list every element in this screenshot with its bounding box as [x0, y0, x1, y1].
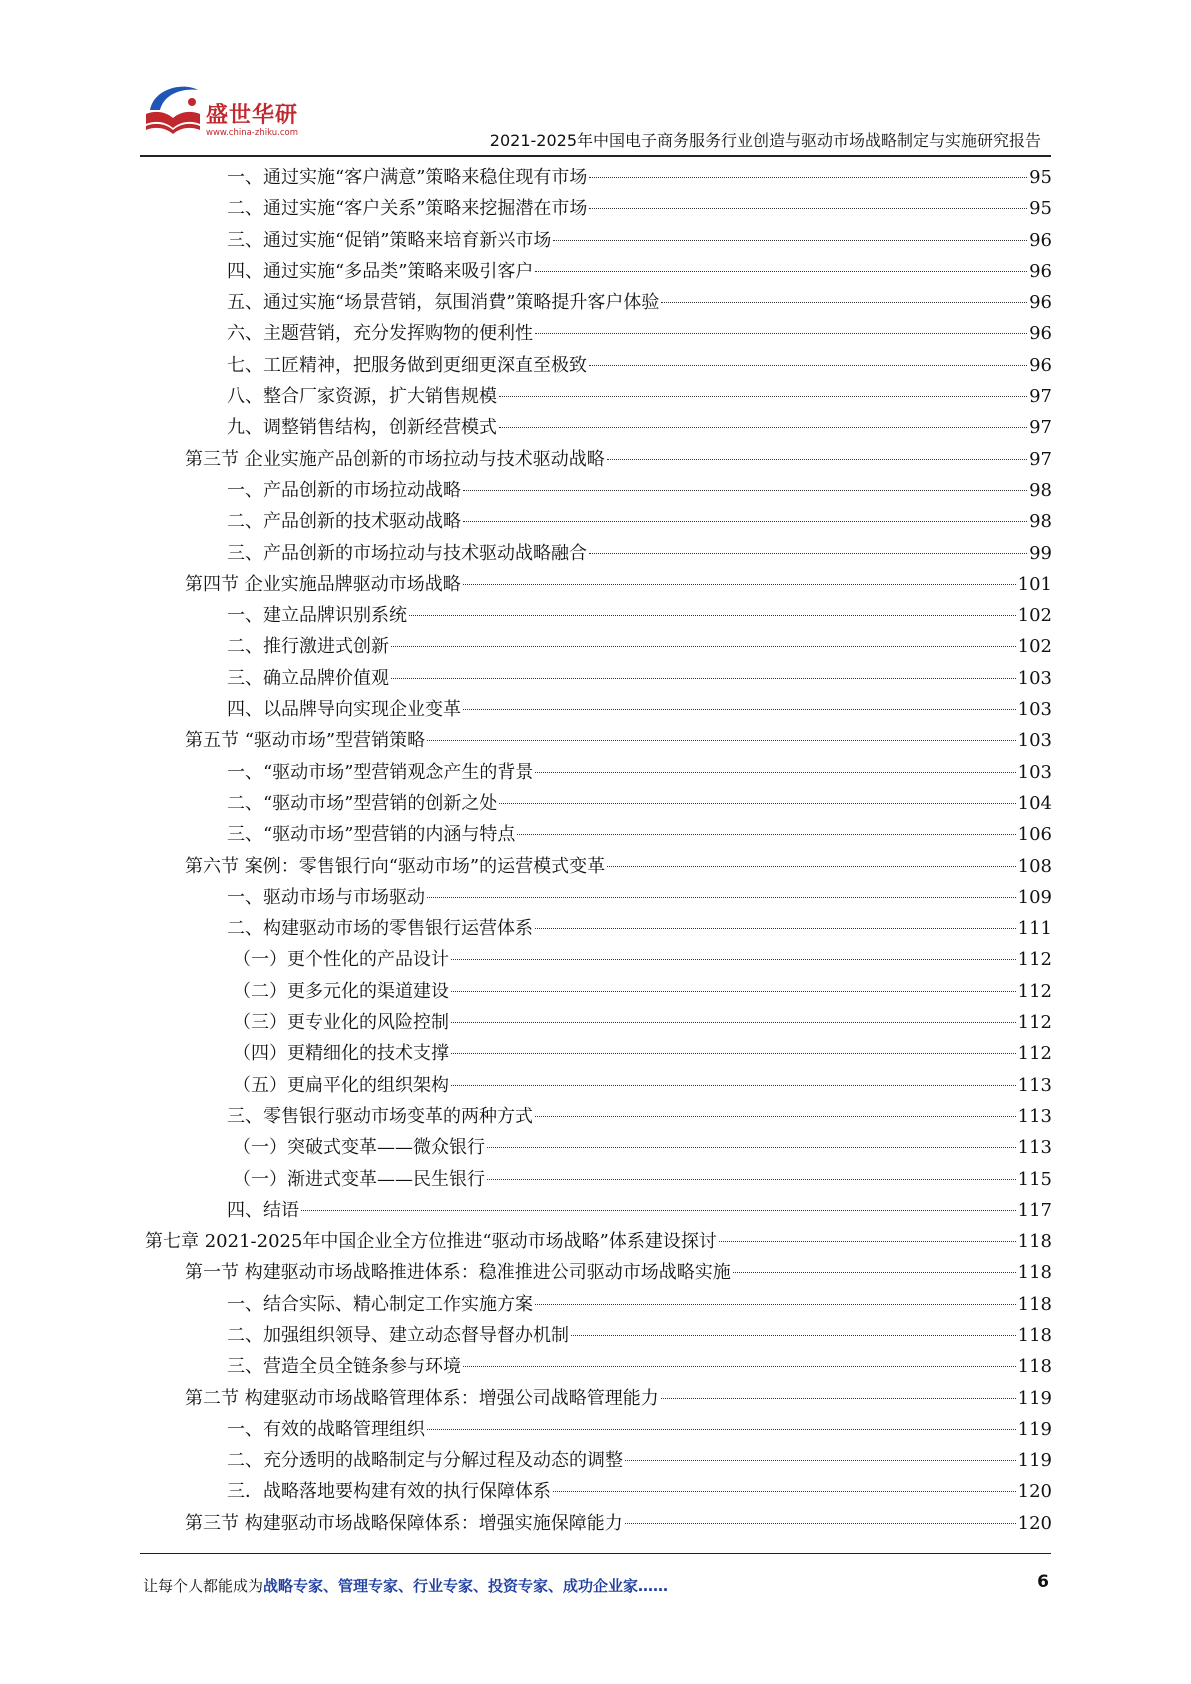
toc-dot-leader [589, 365, 1027, 366]
toc-dot-leader [463, 584, 1016, 585]
toc-entry-page: 98 [1029, 511, 1052, 533]
toc-entry[interactable] [145, 1289, 1052, 1320]
toc-entry-title: 二、“驱动市场”型营销的创新之处 [227, 792, 498, 814]
table-of-contents [145, 162, 1052, 1539]
toc-entry-title: （二）更多元化的渠道建设 [233, 980, 449, 1002]
logo-name: 盛世华研 [206, 103, 299, 128]
toc-entry-title: 第一节 构建驱动市场战略推进体系：稳准推进公司驱动市场战略实施 [185, 1262, 731, 1284]
toc-entry-page: 113 [1017, 1074, 1052, 1096]
toc-entry-title: 一、建立品牌识别系统 [227, 605, 407, 627]
toc-dot-leader [427, 897, 1016, 898]
toc-entry[interactable] [145, 1195, 1052, 1226]
toc-entry-page: 95 [1029, 198, 1052, 220]
toc-entry-title: 五、通过实施“场景营销，氛围消費”策略提升客户体验 [227, 292, 660, 314]
toc-entry[interactable] [145, 193, 1052, 224]
toc-entry-page: 96 [1029, 323, 1052, 345]
toc-entry-title: 三．战略落地要构建有效的执行保障体系 [227, 1481, 551, 1503]
footer-slogan-prefix: 让每个人都能成为 [143, 1577, 264, 1595]
toc-dot-leader [391, 646, 1016, 647]
toc-dot-leader [463, 709, 1016, 710]
toc-entry-title: 四、结语 [227, 1199, 299, 1221]
company-logo [140, 80, 320, 150]
toc-entry-page: 103 [1017, 761, 1052, 783]
toc-entry-page: 103 [1017, 699, 1052, 721]
toc-dot-leader [487, 1147, 1016, 1148]
toc-entry[interactable] [145, 162, 1052, 193]
toc-entry-title: 第三节 企业实施产品创新的市场拉动与技术驱动战略 [185, 448, 605, 470]
toc-dot-leader [451, 1085, 1016, 1086]
toc-entry-title: 第四节 企业实施品牌驱动市场战略 [185, 573, 461, 595]
toc-entry-page: 96 [1029, 354, 1052, 376]
toc-entry[interactable] [145, 1383, 1052, 1414]
toc-dot-leader [301, 1210, 1016, 1211]
toc-entry-page: 101 [1017, 573, 1052, 595]
toc-dot-leader [719, 1241, 1016, 1242]
toc-dot-leader [499, 803, 1015, 804]
toc-dot-leader [571, 1335, 1016, 1336]
toc-entry-title: 第六节 案例：零售银行向“驱动市场”的运营模式变革 [185, 855, 606, 877]
toc-entry[interactable] [145, 1132, 1052, 1163]
toc-dot-leader [535, 928, 1016, 929]
toc-dot-leader [499, 427, 1027, 428]
header-divider [140, 155, 1051, 157]
toc-dot-leader [535, 1304, 1016, 1305]
toc-entry-title: 一、通过实施“客户满意”策略来稳住现有市场 [227, 167, 588, 188]
toc-entry[interactable] [145, 1508, 1052, 1539]
toc-entry-page: 96 [1029, 292, 1052, 314]
toc-entry-title: 第五节 “驱动市场”型营销策略 [185, 730, 426, 752]
toc-dot-leader [625, 1523, 1016, 1524]
toc-entry-page: 113 [1017, 1105, 1052, 1127]
toc-entry[interactable] [145, 1414, 1052, 1445]
toc-entry-title: 二、通过实施“客户关系”策略来挖掘潜在市场 [227, 198, 588, 220]
toc-entry-title: 一、“驱动市场”型营销观念产生的背景 [227, 761, 534, 783]
toc-dot-leader [553, 1491, 1016, 1492]
toc-dot-leader [607, 459, 1027, 460]
toc-entry[interactable] [145, 788, 1052, 819]
toc-entry[interactable] [145, 1257, 1052, 1288]
toc-dot-leader [427, 1429, 1016, 1430]
toc-entry[interactable] [145, 694, 1052, 725]
toc-entry-page: 104 [1017, 792, 1052, 814]
toc-entry[interactable] [145, 569, 1052, 600]
toc-entry-page: 117 [1017, 1199, 1052, 1221]
toc-entry[interactable] [145, 1445, 1052, 1476]
toc-entry-title: 六、主题营销，充分发挥购物的便利性 [227, 323, 533, 345]
toc-entry-title: 四、以品牌导向实现企业变革 [227, 699, 461, 721]
toc-entry[interactable] [145, 412, 1052, 443]
toc-entry[interactable] [145, 444, 1052, 475]
toc-entry[interactable] [145, 944, 1052, 975]
toc-entry-page: 103 [1017, 667, 1052, 689]
toc-entry[interactable] [145, 1320, 1052, 1351]
toc-dot-leader [661, 302, 1027, 303]
footer-divider [140, 1553, 1051, 1554]
toc-dot-leader [451, 991, 1016, 992]
toc-entry-title: （一）渐进式变革——民生银行 [233, 1168, 485, 1190]
toc-entry-title: 三、通过实施“促销”策略来培育新兴市场 [227, 229, 552, 251]
toc-entry[interactable] [145, 600, 1052, 631]
toc-entry[interactable] [145, 1038, 1052, 1069]
toc-entry-title: 三、营造全员全链条参与环境 [227, 1356, 461, 1378]
toc-entry[interactable] [145, 1101, 1052, 1132]
toc-entry-title: 三、零售银行驱动市场变革的两种方式 [227, 1105, 533, 1127]
toc-entry-page: 95 [1029, 167, 1052, 188]
toc-dot-leader [553, 240, 1027, 241]
toc-entry-page: 97 [1029, 386, 1052, 408]
toc-entry-page: 97 [1029, 448, 1052, 470]
toc-dot-leader [391, 678, 1016, 679]
toc-dot-leader [451, 959, 1016, 960]
toc-entry-title: 二、充分透明的战略制定与分解过程及动态的调整 [227, 1450, 623, 1472]
toc-entry[interactable] [145, 663, 1052, 694]
toc-entry[interactable] [145, 882, 1052, 913]
toc-dot-leader [535, 271, 1027, 272]
toc-entry-title: 二、产品创新的技术驱动战略 [227, 511, 461, 533]
toc-entry-title: 二、加强组织领导、建立动态督导督办机制 [227, 1324, 569, 1346]
toc-entry-page: 120 [1017, 1481, 1052, 1503]
footer-slogan [143, 1575, 668, 1596]
toc-entry[interactable] [145, 1164, 1052, 1195]
toc-entry-title: 三、产品创新的市场拉动与技术驱动战略融合 [227, 542, 587, 564]
toc-entry[interactable] [145, 1007, 1052, 1038]
toc-dot-leader [517, 834, 1015, 835]
toc-entry-title: 二、推行激进式创新 [227, 636, 389, 658]
toc-entry[interactable] [145, 851, 1052, 882]
toc-entry-page: 118 [1017, 1262, 1052, 1284]
toc-entry-title: （五）更扁平化的组织架构 [233, 1074, 449, 1096]
toc-entry[interactable] [145, 287, 1052, 318]
toc-entry-page: 112 [1017, 949, 1052, 971]
toc-dot-leader [607, 866, 1016, 867]
toc-dot-leader [661, 1398, 1016, 1399]
toc-entry[interactable] [145, 1070, 1052, 1101]
toc-entry-page: 119 [1017, 1387, 1052, 1409]
toc-entry[interactable] [145, 725, 1052, 756]
toc-entry-title: （一）突破式变革——微众银行 [233, 1137, 485, 1159]
toc-dot-leader [451, 1022, 1016, 1023]
toc-entry[interactable] [145, 506, 1052, 537]
toc-entry-title: 三、确立品牌价值观 [227, 667, 389, 689]
toc-entry-title: 四、通过实施“多品类”策略来吸引客户 [227, 260, 534, 282]
toc-entry[interactable] [145, 757, 1052, 788]
toc-entry[interactable] [145, 225, 1052, 256]
toc-entry-title: 一、驱动市场与市场驱动 [227, 886, 425, 908]
toc-dot-leader [733, 1272, 1016, 1273]
toc-entry[interactable] [145, 256, 1052, 287]
toc-entry-title: 第二节 构建驱动市场战略管理体系：增强公司战略管理能力 [185, 1387, 659, 1409]
toc-dot-leader [499, 396, 1027, 397]
toc-dot-leader [535, 333, 1027, 334]
toc-entry-title: （三）更专业化的风险控制 [233, 1012, 449, 1034]
toc-entry-title: 二、构建驱动市场的零售银行运营体系 [227, 918, 533, 940]
toc-entry[interactable] [145, 475, 1052, 506]
toc-entry-page: 108 [1017, 855, 1052, 877]
toc-entry-page: 102 [1017, 605, 1052, 627]
toc-entry-page: 115 [1017, 1168, 1052, 1190]
toc-dot-leader [535, 772, 1015, 773]
footer-slogan-highlight: 战略专家、管理专家、行业专家、投资专家、成功企业家…… [263, 1577, 669, 1595]
toc-entry-title: 第三节 构建驱动市场战略保障体系：增强实施保障能力 [185, 1512, 623, 1534]
toc-entry-page: 97 [1029, 417, 1052, 439]
toc-entry[interactable] [145, 631, 1052, 662]
toc-entry[interactable] [145, 538, 1052, 569]
toc-entry[interactable] [145, 1476, 1052, 1507]
toc-dot-leader [589, 553, 1027, 554]
toc-entry-page: 118 [1017, 1356, 1052, 1378]
toc-entry-title: 第七章 2021-2025年中国企业全方位推进“驱动市场战略”体系建设探讨 [145, 1231, 717, 1253]
toc-entry-page: 112 [1017, 980, 1052, 1002]
toc-dot-leader [409, 615, 1016, 616]
logo-book-icon [140, 80, 206, 142]
toc-dot-leader [427, 740, 1016, 741]
toc-entry-page: 118 [1017, 1293, 1052, 1315]
toc-entry[interactable] [145, 381, 1052, 412]
report-title: 2021-2025年中国电子商务服务行业创造与驱动市场战略制定与实施研究报告 [489, 131, 1041, 150]
toc-entry-page: 103 [1017, 730, 1052, 752]
toc-entry-page: 113 [1017, 1137, 1052, 1159]
toc-entry-page: 120 [1017, 1512, 1052, 1534]
toc-entry-title: 九、调整销售结构，创新经营模式 [227, 417, 497, 439]
toc-dot-leader [589, 208, 1027, 209]
logo-url: www.china-zhiku.com [206, 128, 298, 138]
toc-entry-page: 119 [1017, 1450, 1052, 1472]
toc-entry-page: 118 [1017, 1231, 1052, 1253]
toc-entry[interactable] [145, 976, 1052, 1007]
toc-entry[interactable] [145, 1226, 1052, 1257]
toc-entry-page: 102 [1017, 636, 1052, 658]
toc-entry-page: 106 [1017, 824, 1052, 846]
toc-dot-leader [589, 177, 1027, 178]
toc-entry-title: （一）更个性化的产品设计 [233, 949, 449, 971]
toc-dot-leader [535, 1116, 1016, 1117]
toc-entry[interactable] [145, 819, 1052, 850]
toc-entry-page: 111 [1017, 918, 1052, 940]
toc-entry[interactable] [145, 350, 1052, 381]
toc-entry-title: （四）更精细化的技术支撑 [233, 1043, 449, 1065]
toc-dot-leader [451, 1053, 1016, 1054]
toc-entry-page: 96 [1029, 260, 1052, 282]
toc-entry-page: 119 [1017, 1418, 1052, 1440]
toc-entry-page: 118 [1017, 1324, 1052, 1346]
page-number: 6 [1037, 1572, 1049, 1592]
toc-entry[interactable] [145, 1351, 1052, 1382]
toc-entry-page: 96 [1029, 229, 1052, 251]
toc-entry-title: 一、产品创新的市场拉动战略 [227, 479, 461, 501]
toc-entry[interactable] [145, 913, 1052, 944]
toc-entry-title: 一、有效的战略管理组织 [227, 1418, 425, 1440]
toc-entry-page: 112 [1017, 1043, 1052, 1065]
toc-dot-leader [487, 1179, 1016, 1180]
toc-dot-leader [463, 490, 1027, 491]
toc-dot-leader [463, 1366, 1016, 1367]
toc-entry-page: 98 [1029, 479, 1052, 501]
toc-entry-title: 八、整合厂家资源，扩大销售规模 [227, 386, 497, 408]
toc-entry-page: 109 [1017, 886, 1052, 908]
toc-entry-title: 一、结合实际、精心制定工作实施方案 [227, 1293, 533, 1315]
toc-dot-leader [625, 1460, 1016, 1461]
toc-entry-page: 112 [1017, 1012, 1052, 1034]
toc-entry-title: 三、“驱动市场”型营销的内涵与特点 [227, 824, 516, 846]
toc-entry-title: 七、工匠精神，把服务做到更细更深直至极致 [227, 354, 587, 376]
toc-entry-page: 99 [1029, 542, 1052, 564]
toc-entry[interactable] [145, 318, 1052, 349]
toc-dot-leader [463, 521, 1027, 522]
